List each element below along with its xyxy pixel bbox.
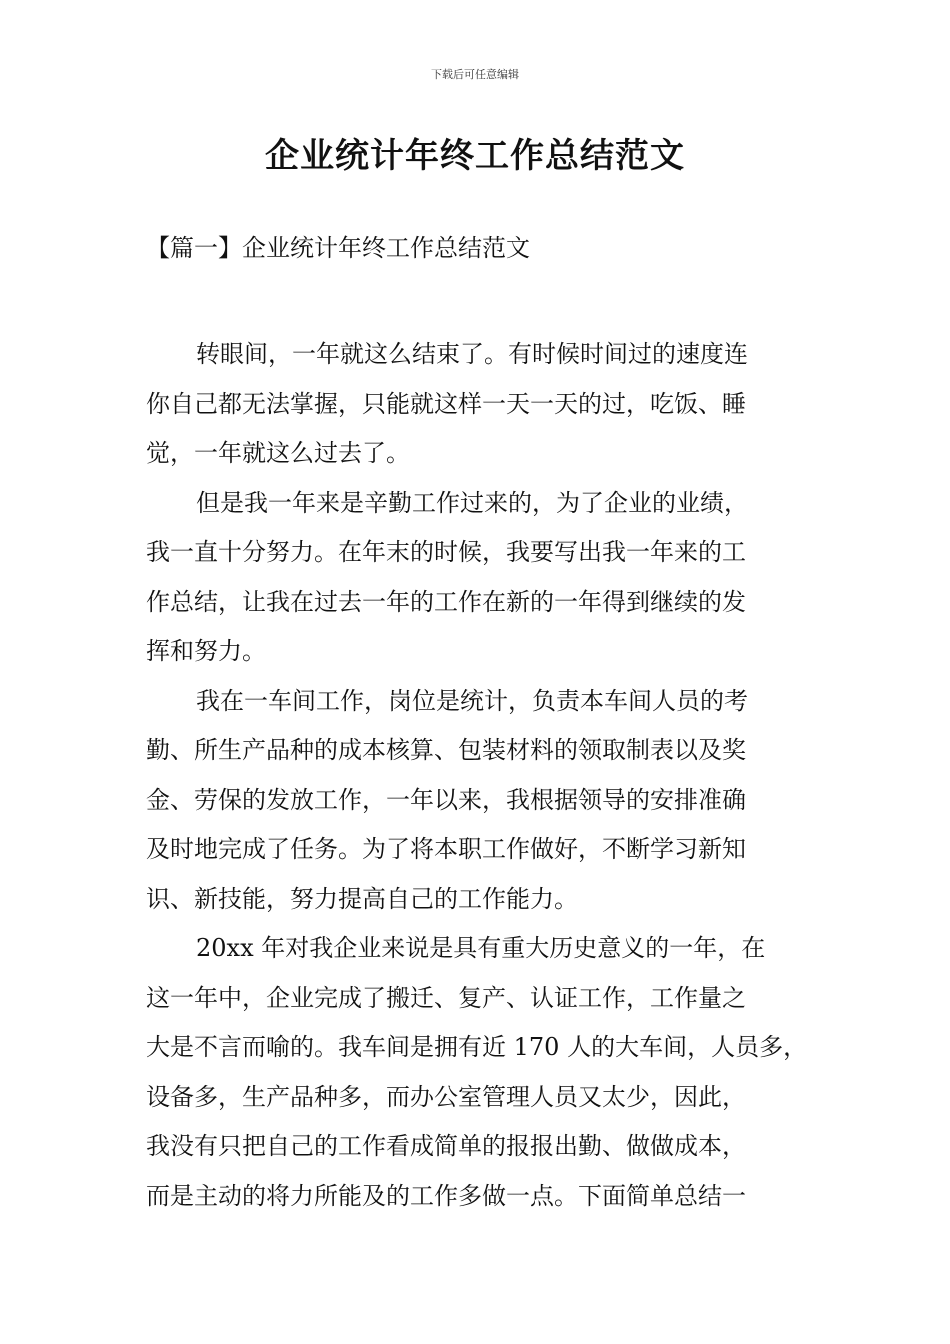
paragraph-line: 勤、所生产品种的成本核算、包装材料的领取制表以及奖 <box>146 736 746 764</box>
paragraph-line: 作总结，让我在过去一年的工作在新的一年得到继续的发 <box>146 587 746 616</box>
paragraph-line: 觉，一年就这么过去了。 <box>146 439 410 467</box>
paragraph-line: 设备多，生产品种多，而办公室管理人员又太少，因此， <box>146 1082 746 1111</box>
document-body <box>146 330 826 1221</box>
section-heading: 【篇一】企业统计年终工作总结范文 <box>146 234 530 262</box>
paragraph-line: 但是我一年来是辛勤工作过来的，为了企业的业绩， <box>196 488 748 517</box>
paragraph-line: 大是不言而喻的。我车间是拥有近 170 人的大车间，人员多， <box>146 1033 808 1061</box>
paragraph-line: 挥和努力。 <box>146 637 266 665</box>
paragraph-line: 这一年中，企业完成了搬迁、复产、认证工作，工作量之 <box>146 983 746 1012</box>
paragraph-line: 转眼间，一年就这么结束了。有时候时间过的速度连 <box>196 340 748 368</box>
paragraph-line: 你自己都无法掌握，只能就这样一天一天的过，吃饭、睡 <box>146 389 746 418</box>
paragraph-line: 我没有只把自己的工作看成简单的报报出勤、做做成本， <box>146 1132 746 1160</box>
paragraph-line: 金、劳保的发放工作，一年以来，我根据领导的安排准确 <box>146 785 746 814</box>
paragraph-line: 我在一车间工作，岗位是统计，负责本车间人员的考 <box>196 686 748 715</box>
paragraph-line: 而是主动的将力所能及的工作多做一点。下面简单总结一 <box>146 1181 746 1210</box>
header-note: 下载后可任意编辑 <box>431 68 519 81</box>
paragraph-line: 识、新技能，努力提高自己的工作能力。 <box>146 884 578 913</box>
paragraph-line: 我一直十分努力。在年末的时候，我要写出我一年来的工 <box>146 538 746 566</box>
paragraph-line: 20xx 年对我企业来说是具有重大历史意义的一年，在 <box>196 934 766 962</box>
paragraph-line: 及时地完成了任务。为了将本职工作做好，不断学习新知 <box>146 835 746 863</box>
document-title: 企业统计年终工作总结范文 <box>265 136 685 176</box>
